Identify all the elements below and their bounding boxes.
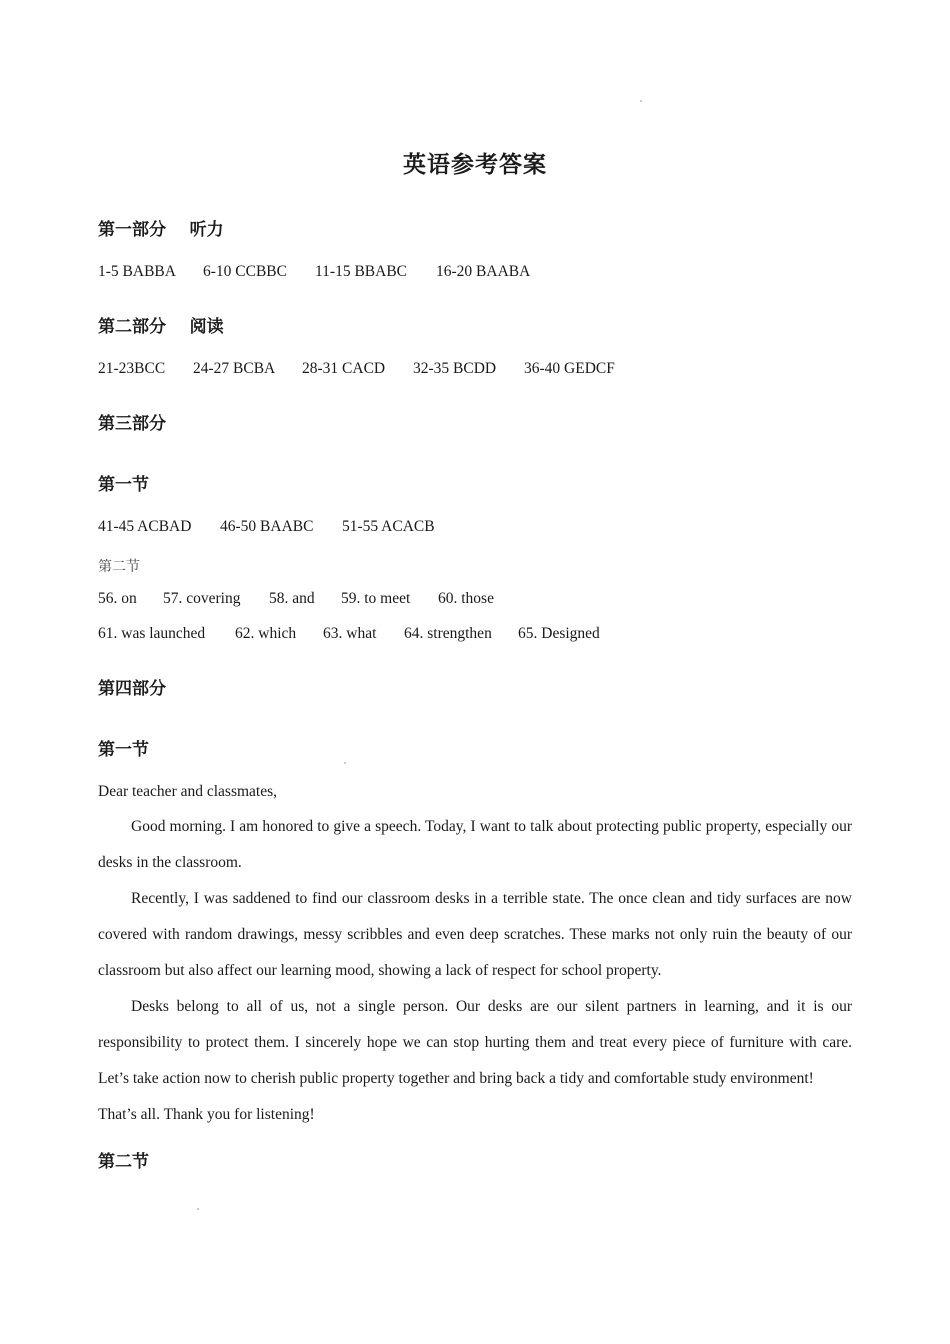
answer-group: 36-40 GEDCF bbox=[524, 360, 615, 377]
answer-group: 21-23BCC bbox=[98, 360, 166, 377]
document-title: 英语参考答案 bbox=[403, 152, 547, 178]
blank-answer: 56. on bbox=[98, 590, 137, 607]
scan-speck bbox=[640, 100, 642, 102]
answer-group: 32-35 BCDD bbox=[413, 360, 497, 377]
blank-answer: 60. those bbox=[438, 590, 494, 607]
answer-group: 51-55 ACACB bbox=[342, 518, 435, 535]
part1-answers bbox=[98, 263, 530, 281]
part3-section2-heading: 第二节 bbox=[98, 559, 140, 575]
scan-speck bbox=[344, 762, 346, 764]
part2-heading: 第二部分 阅读 bbox=[98, 317, 224, 337]
part3-section1-answers bbox=[98, 518, 435, 536]
blank-answer: 65. Designed bbox=[518, 625, 600, 642]
part3-section2-row1 bbox=[98, 590, 494, 608]
part2-answers bbox=[98, 360, 615, 378]
sample-essay bbox=[98, 775, 852, 1133]
essay-salutation: Dear teacher and classmates, bbox=[98, 783, 278, 800]
part4-section2-heading: 第二节 bbox=[98, 1152, 149, 1172]
part4-heading: 第四部分 bbox=[98, 679, 166, 699]
blank-answer: 64. strengthen bbox=[404, 625, 492, 642]
answer-group: 28-31 CACD bbox=[302, 360, 386, 377]
blank-answer: 61. was launched bbox=[98, 625, 206, 642]
answer-group: 11-15 BBABC bbox=[315, 263, 408, 280]
essay-paragraph: Desks belong to all of us, not a single person. Our desks are our silent partners in learning, and it is our responsibility to protect them. I sincerely hope we can stop hurting them and treat every piece of furniture with care. Let’s take action now to cherish public property together and bring back a tidy and comfortable study environment! bbox=[98, 998, 852, 1087]
part4-section1-heading: 第一节 bbox=[98, 740, 149, 760]
blank-answer: 59. to meet bbox=[341, 590, 411, 607]
part3-heading: 第三部分 bbox=[98, 414, 166, 434]
part3-section2-row2 bbox=[98, 625, 600, 643]
answer-group: 6-10 CCBBC bbox=[203, 263, 287, 280]
answer-group: 1-5 BABBA bbox=[98, 263, 176, 280]
answer-group: 16-20 BAABA bbox=[436, 263, 531, 280]
blank-answer: 63. what bbox=[323, 625, 377, 642]
answer-group: 41-45 ACBAD bbox=[98, 518, 192, 535]
essay-closing: That’s all. Thank you for listening! bbox=[98, 1106, 315, 1123]
blank-answer: 62. which bbox=[235, 625, 297, 642]
part1-heading: 第一部分 听力 bbox=[98, 220, 224, 240]
scan-speck bbox=[197, 1208, 199, 1210]
answer-group: 46-50 BAABC bbox=[220, 518, 314, 535]
essay-paragraph: Recently, I was saddened to find our classroom desks in a terrible state. The once clean and tidy surfaces are now covered with random drawings, messy scribbles and even deep scratches. These marks not only ruin the beauty of our classroom but also affect our learning mood, showing a lack of respect for school property. bbox=[98, 890, 852, 979]
blank-answer: 57. covering bbox=[163, 590, 241, 607]
part3-section1-heading: 第一节 bbox=[98, 475, 149, 495]
essay-paragraph: Good morning. I am honored to give a speech. Today, I want to talk about protecting public property, especially our desks in the classroom. bbox=[98, 818, 852, 871]
blank-answer: 58. and bbox=[269, 590, 315, 607]
answer-group: 24-27 BCBA bbox=[193, 360, 276, 377]
